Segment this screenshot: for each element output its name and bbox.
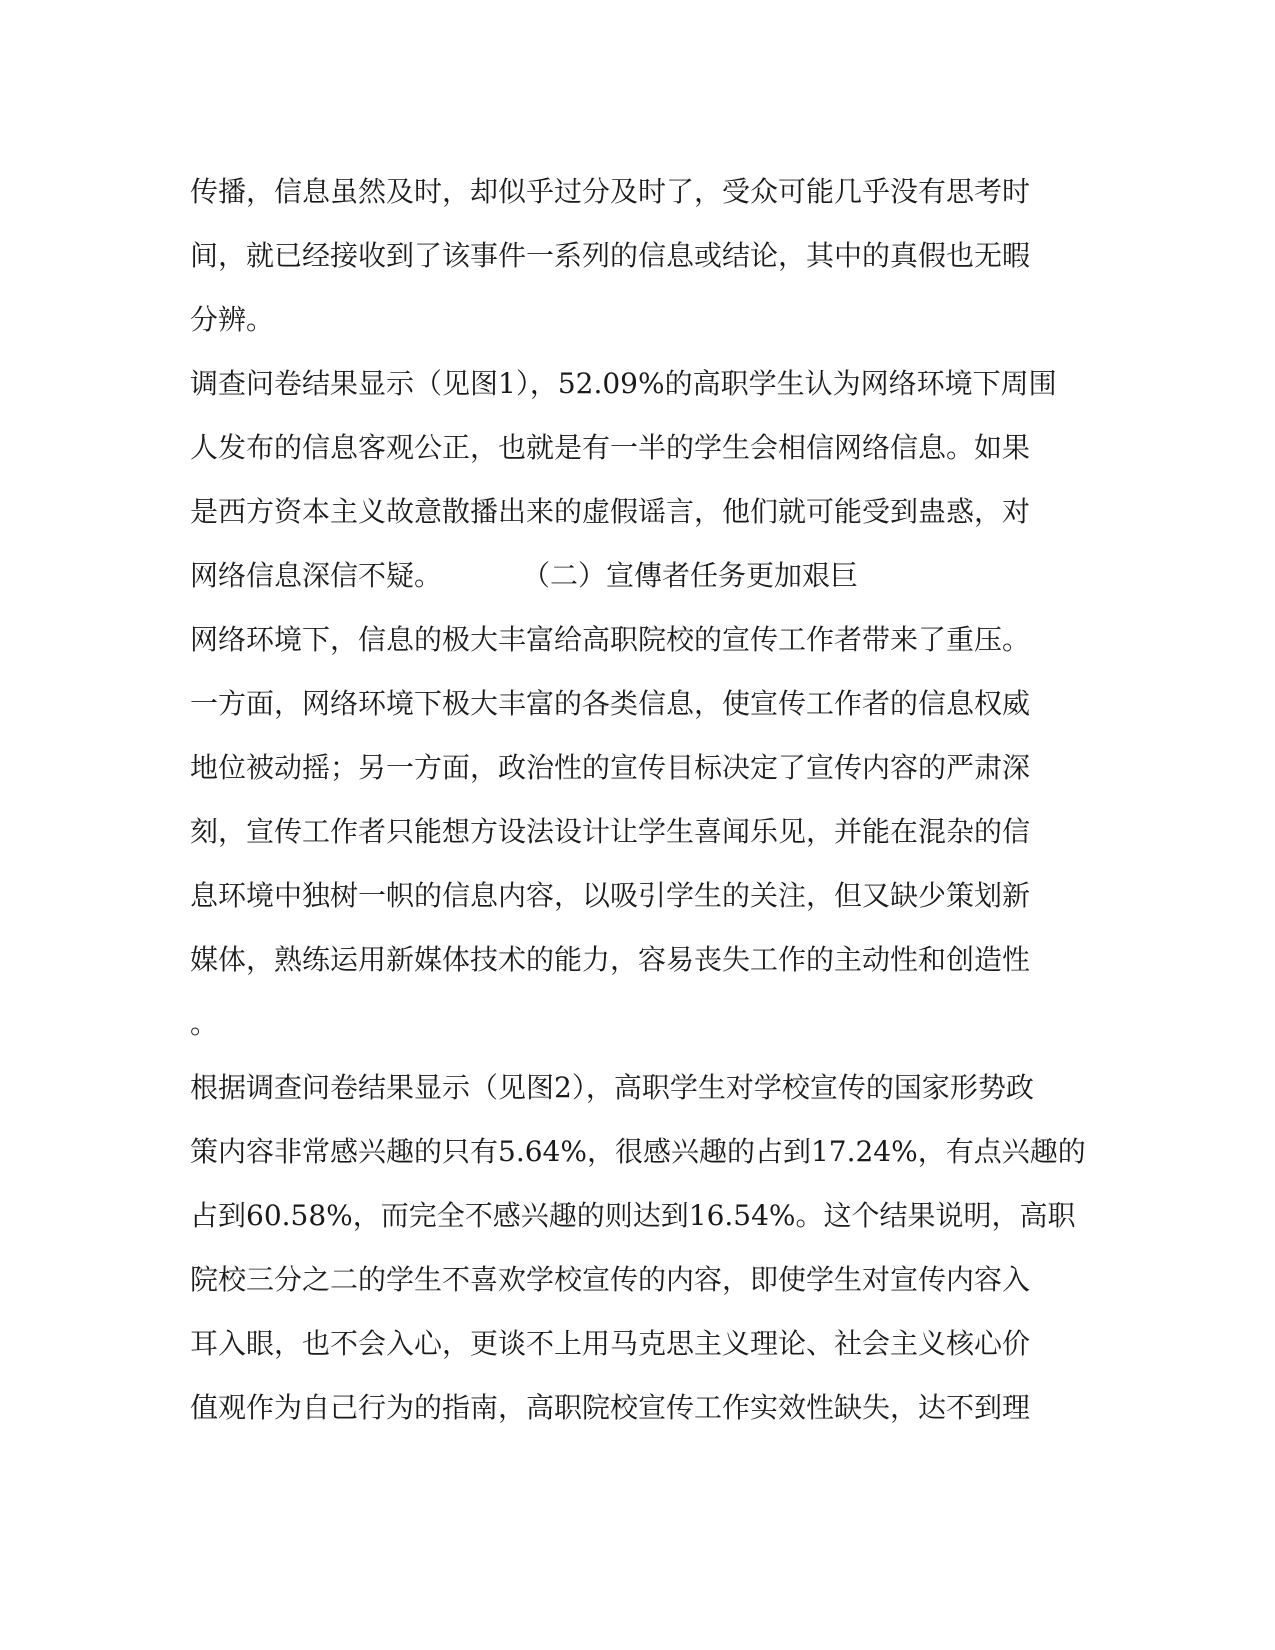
text-line: 一方面，网络环境下极大丰富的各类信息，使宣传工作者的信息权威 (190, 687, 1031, 720)
text-line: 网络信息深信不疑。 (190, 559, 443, 592)
text-line: 耳入眼，也不会入心，更谈不上用马克思主义理论、社会主义核心价 (190, 1327, 1031, 1360)
text-line: 。 (190, 1007, 219, 1040)
text-line: 根据调查问卷结果显示（见图2），高职学生对学校宣传的国家形势政 (190, 1071, 1034, 1104)
text-line: 媒体，熟练运用新媒体技术的能力，容易丧失工作的主动性和创造性 (190, 943, 1031, 976)
text-line: 策内容非常感兴趣的只有5.64%，很感兴趣的占到17.24%，有点兴趣的 (190, 1135, 1086, 1168)
text-line: 人发布的信息客观公正，也就是有一半的学生会相信网络信息。如果 (190, 431, 1031, 464)
text-line: 地位被动摇；另一方面，政治性的宣传目标决定了宣传内容的严肃深 (190, 751, 1031, 784)
body-text (190, 160, 1090, 1440)
text-line: 间，就已经接收到了该事件一系列的信息或结论，其中的真假也无暇 (190, 239, 1031, 272)
section-heading: （二）宣傳者任务更加艰巨 (522, 559, 859, 592)
text-line: 值观作为自己行为的指南，高职院校宣传工作实效性缺失，达不到理 (190, 1391, 1031, 1424)
text-line: 调查问卷结果显示（见图1），52.09%的高职学生认为网络环境下周围 (190, 367, 1057, 400)
text-line: 网络环境下，信息的极大丰富给高职院校的宣传工作者带来了重压。 (190, 623, 1031, 656)
text-line: 刻，宣传工作者只能想方设法设计让学生喜闻乐见，并能在混杂的信 (190, 815, 1031, 848)
text-line: 分辨。 (190, 303, 275, 336)
text-line-with-heading (190, 544, 1090, 608)
text-line: 是西方资本主义故意散播出来的虚假谣言，他们就可能受到蛊惑，对 (190, 495, 1031, 528)
text-line: 传播，信息虽然及时，却似乎过分及时了，受众可能几乎没有思考时 (190, 175, 1031, 208)
text-line: 占到60.58%，而完全不感兴趣的则达到16.54%。这个结果说明，高职 (190, 1199, 1076, 1232)
text-line: 院校三分之二的学生不喜欢学校宣传的内容，即使学生对宣传内容入 (190, 1263, 1031, 1296)
text-line: 息环境中独树一帜的信息内容，以吸引学生的关注，但又缺少策划新 (190, 879, 1031, 912)
